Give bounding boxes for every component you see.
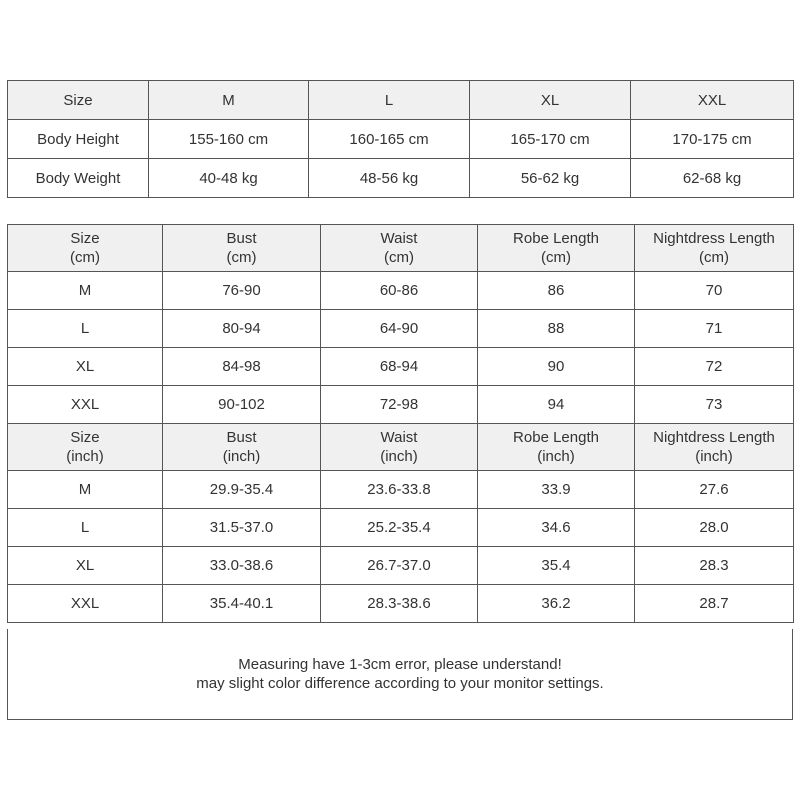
table-cell: 27.6 — [635, 471, 794, 509]
table-cell: 70 — [635, 272, 794, 310]
table-cell: 64-90 — [321, 310, 478, 348]
table-row — [8, 310, 794, 348]
header-unit: (inch) — [222, 448, 261, 465]
header-name: Waist — [380, 429, 418, 446]
table-cell: 76-90 — [163, 272, 321, 310]
table-cell: 60-86 — [321, 272, 478, 310]
table-cell: 88 — [478, 310, 635, 348]
table-cell: 72-98 — [321, 386, 478, 424]
header-name: Size — [70, 230, 100, 247]
header-cell — [8, 225, 163, 272]
header-unit: (cm) — [70, 249, 100, 266]
table-row — [8, 509, 794, 547]
row-label: Body Height — [8, 120, 149, 159]
row-label: XXL — [8, 386, 163, 424]
table-row — [8, 120, 794, 159]
table-cell: 28.3-38.6 — [321, 585, 478, 623]
row-label: L — [8, 509, 163, 547]
table-cell: 56-62 kg — [470, 159, 631, 198]
table-cell: 165-170 cm — [470, 120, 631, 159]
header-cell: Size — [8, 81, 149, 120]
table-row — [8, 348, 794, 386]
header-cell: XXL — [631, 81, 794, 120]
row-label: XL — [8, 547, 163, 585]
header-cell — [321, 424, 478, 471]
table-cell: 73 — [635, 386, 794, 424]
table-cell: 94 — [478, 386, 635, 424]
header-cell — [478, 225, 635, 272]
note-line: may slight color difference according to your monitor settings. — [196, 675, 604, 692]
table-row — [8, 547, 794, 585]
table-cell: 33.9 — [478, 471, 635, 509]
header-cell — [163, 424, 321, 471]
header-cell — [635, 225, 794, 272]
header-unit: (inch) — [380, 448, 418, 465]
table-cell: 160-165 cm — [309, 120, 470, 159]
garment-size-table — [7, 224, 794, 623]
table-cell: 80-94 — [163, 310, 321, 348]
table-cell: 86 — [478, 272, 635, 310]
table-cell: 40-48 kg — [149, 159, 309, 198]
table-cell: 33.0-38.6 — [163, 547, 321, 585]
table-cell: 28.7 — [635, 585, 794, 623]
row-label: L — [8, 310, 163, 348]
header-cell: M — [149, 81, 309, 120]
header-unit: (inch) — [66, 448, 104, 465]
table-cell: 48-56 kg — [309, 159, 470, 198]
table-row — [8, 159, 794, 198]
table-cell: 68-94 — [321, 348, 478, 386]
header-name: Bust — [226, 429, 257, 446]
header-unit: (cm) — [384, 249, 414, 266]
header-cell: XL — [470, 81, 631, 120]
table-row — [8, 471, 794, 509]
header-name: Nightdress Length — [653, 429, 775, 446]
row-label: Body Weight — [8, 159, 149, 198]
note-line: Measuring have 1-3cm error, please understand! — [238, 656, 562, 673]
table-header-row — [8, 81, 794, 120]
table-cell: 35.4-40.1 — [163, 585, 321, 623]
header-name: Bust — [226, 230, 257, 247]
header-cell — [478, 424, 635, 471]
header-name: Size — [70, 429, 100, 446]
header-cell — [635, 424, 794, 471]
table-cell: 36.2 — [478, 585, 635, 623]
table-cell: 31.5-37.0 — [163, 509, 321, 547]
table-cell: 170-175 cm — [631, 120, 794, 159]
table-row — [8, 272, 794, 310]
table-cell: 25.2-35.4 — [321, 509, 478, 547]
header-unit: (cm) — [699, 249, 729, 266]
table-cell: 26.7-37.0 — [321, 547, 478, 585]
cm-header-row — [8, 225, 794, 272]
row-label: M — [8, 272, 163, 310]
measurement-note — [7, 629, 793, 720]
table-cell: 90 — [478, 348, 635, 386]
table-cell: 23.6-33.8 — [321, 471, 478, 509]
table-cell: 29.9-35.4 — [163, 471, 321, 509]
table-cell: 155-160 cm — [149, 120, 309, 159]
header-unit: (cm) — [541, 249, 571, 266]
table-row — [8, 386, 794, 424]
header-name: Nightdress Length — [653, 230, 775, 247]
table-cell: 62-68 kg — [631, 159, 794, 198]
header-cell — [8, 424, 163, 471]
row-label: XXL — [8, 585, 163, 623]
header-name: Robe Length — [513, 429, 599, 446]
row-label: XL — [8, 348, 163, 386]
body-size-table — [7, 80, 794, 198]
header-name: Robe Length — [513, 230, 599, 247]
table-cell: 35.4 — [478, 547, 635, 585]
table-cell: 28.0 — [635, 509, 794, 547]
table-cell: 84-98 — [163, 348, 321, 386]
row-label: M — [8, 471, 163, 509]
table-cell: 28.3 — [635, 547, 794, 585]
header-cell — [163, 225, 321, 272]
table-cell: 34.6 — [478, 509, 635, 547]
header-name: Waist — [380, 230, 418, 247]
header-cell: L — [309, 81, 470, 120]
header-cell — [321, 225, 478, 272]
header-unit: (cm) — [226, 249, 257, 266]
header-unit: (inch) — [537, 448, 575, 465]
table-cell: 71 — [635, 310, 794, 348]
table-row — [8, 585, 794, 623]
table-cell: 90-102 — [163, 386, 321, 424]
table-cell: 72 — [635, 348, 794, 386]
inch-header-row — [8, 424, 794, 471]
header-unit: (inch) — [695, 448, 733, 465]
